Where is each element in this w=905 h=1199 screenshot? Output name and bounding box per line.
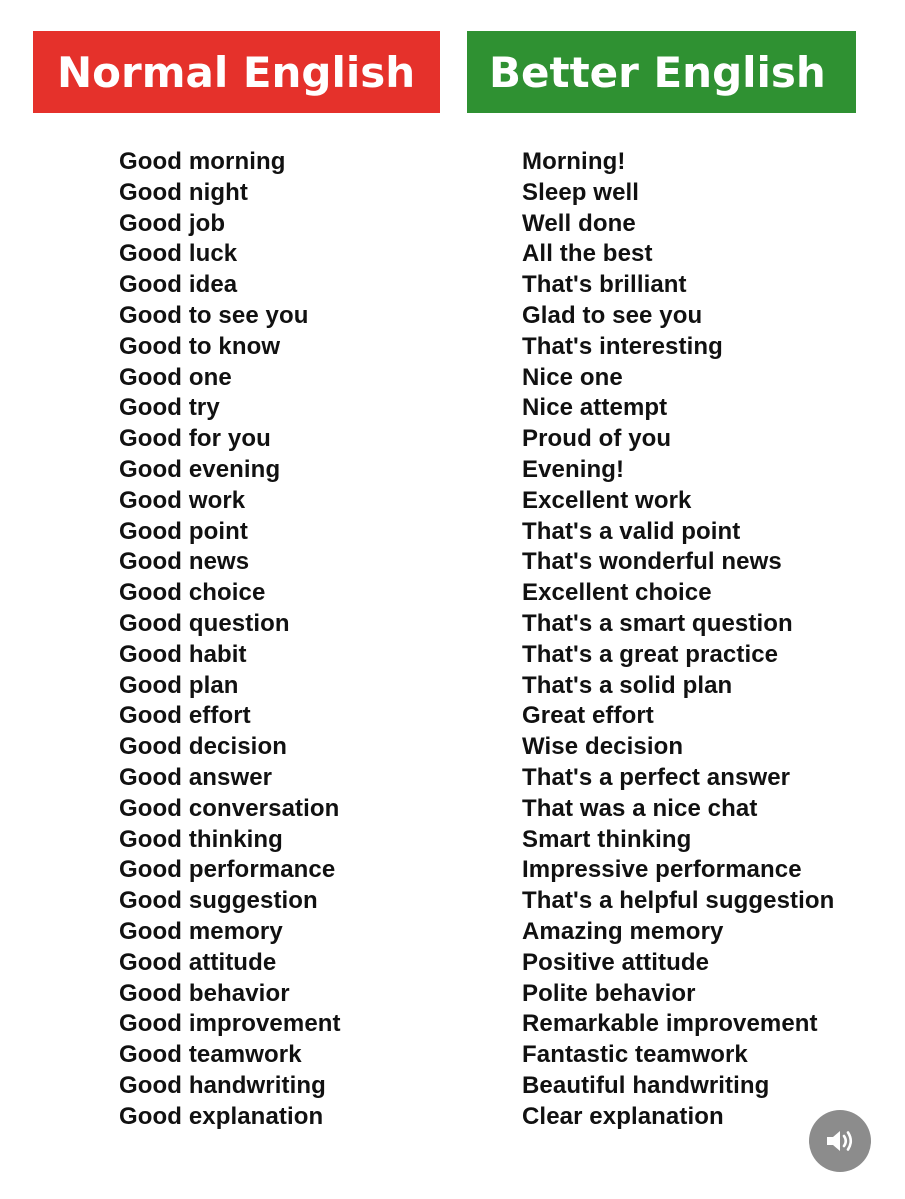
better-phrase-item: Beautiful handwriting — [522, 1071, 770, 1099]
better-phrase-item: Proud of you — [522, 425, 672, 453]
normal-phrase-item: Good job — [119, 209, 226, 237]
better-phrase-item: Remarkable improvement — [522, 1010, 818, 1038]
normal-phrase-item: Good idea — [119, 271, 238, 299]
better-phrase-item: That's brilliant — [522, 271, 687, 299]
normal-phrase-item: Good to see you — [119, 301, 309, 329]
normal-phrase-item: Good to know — [119, 332, 281, 360]
normal-english-title: Normal English — [57, 47, 416, 97]
normal-phrase-item: Good try — [119, 394, 220, 422]
better-phrase-item: Sleep well — [522, 178, 640, 206]
normal-phrase-item: Good effort — [119, 702, 251, 730]
normal-phrase-item: Good answer — [119, 763, 273, 791]
normal-english-list — [119, 147, 489, 1133]
better-phrase-item: Clear explanation — [522, 1102, 724, 1130]
normal-phrase-item: Good choice — [119, 579, 266, 607]
normal-phrase-item: Good one — [119, 363, 232, 391]
better-phrase-item: That's a helpful suggestion — [522, 887, 835, 915]
better-phrase-item: Excellent work — [522, 486, 692, 514]
normal-phrase-item: Good point — [119, 517, 248, 545]
normal-phrase-item: Good work — [119, 486, 246, 514]
better-phrase-item: That was a nice chat — [522, 794, 758, 822]
better-phrase-item: Polite behavior — [522, 979, 696, 1007]
normal-phrase-item: Good explanation — [119, 1102, 324, 1130]
normal-phrase-item: Good attitude — [119, 948, 277, 976]
normal-phrase-item: Good for you — [119, 425, 271, 453]
better-phrase-item: Morning! — [522, 148, 626, 175]
better-phrase-item: That's a solid plan — [522, 671, 733, 699]
better-phrase-item: That's interesting — [522, 332, 723, 360]
better-phrase-item: Excellent choice — [522, 579, 712, 607]
normal-phrase-item: Good memory — [119, 917, 283, 945]
normal-phrase-item: Good conversation — [119, 794, 340, 822]
better-phrase-item: Evening! — [522, 455, 625, 483]
normal-phrase-item: Good performance — [119, 856, 336, 884]
better-phrase-item: That's a valid point — [522, 517, 741, 545]
normal-english-header — [33, 31, 440, 113]
normal-phrase-item: Good night — [119, 178, 248, 206]
normal-phrase-item: Good handwriting — [119, 1071, 326, 1099]
better-phrase-item: That's wonderful news — [522, 548, 782, 576]
normal-phrase-item: Good teamwork — [119, 1041, 302, 1069]
normal-phrase-item: Good news — [119, 548, 250, 576]
better-phrase-item: Glad to see you — [522, 301, 703, 329]
better-english-header — [467, 31, 856, 113]
better-phrase-item: Well done — [522, 209, 636, 237]
better-phrase-item: That's a great practice — [522, 640, 779, 668]
better-phrase-item: Fantastic teamwork — [522, 1041, 748, 1069]
better-phrase-item: Wise decision — [522, 733, 684, 761]
better-phrase-item: Positive attitude — [522, 948, 710, 976]
normal-phrase-item: Good thinking — [119, 825, 283, 853]
sound-button[interactable] — [809, 1110, 871, 1172]
normal-phrase-item: Good morning — [119, 148, 286, 175]
better-english-title: Better English — [489, 47, 826, 97]
normal-phrase-item: Good habit — [119, 640, 247, 668]
normal-phrase-item: Good plan — [119, 671, 239, 699]
better-phrase-item: That's a smart question — [522, 609, 793, 637]
better-phrase-item: Nice attempt — [522, 394, 668, 422]
normal-phrase-item: Good question — [119, 609, 290, 637]
better-phrase-item: Impressive performance — [522, 856, 802, 884]
better-phrase-item: Nice one — [522, 363, 623, 391]
normal-phrase-item: Good decision — [119, 733, 287, 761]
better-english-list — [522, 147, 862, 1133]
normal-phrase-item: Good improvement — [119, 1010, 341, 1038]
normal-phrase-item: Good luck — [119, 240, 238, 268]
normal-phrase-item: Good behavior — [119, 979, 290, 1007]
better-phrase-item: All the best — [522, 240, 653, 268]
better-phrase-item: Amazing memory — [522, 917, 724, 945]
normal-phrase-item: Good suggestion — [119, 887, 318, 915]
better-phrase-item: That's a perfect answer — [522, 763, 791, 791]
better-phrase-item: Smart thinking — [522, 825, 692, 853]
better-phrase-item: Great effort — [522, 702, 654, 730]
normal-phrase-item: Good evening — [119, 455, 281, 483]
speaker-volume-icon — [825, 1128, 855, 1154]
